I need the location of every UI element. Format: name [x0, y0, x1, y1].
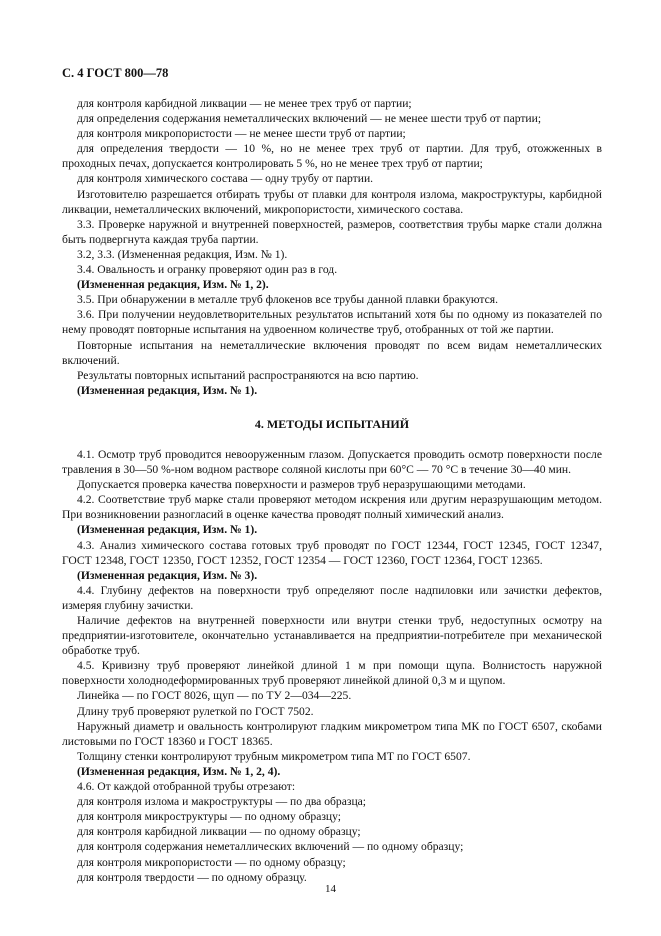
page-header: С. 4 ГОСТ 800—78	[62, 66, 169, 80]
paragraph: 4.6. От каждой отобранной трубы отрезают:	[77, 780, 296, 794]
paragraph: Наличие дефектов на внутренней поверхности или внутри стенки труб, недоступных осмотру на предприятии-изготовителе, окончательно устанавливается на предприятии-потребителе при механической обработке труб.	[62, 614, 602, 658]
paragraph: Изготовителю разрешается отбирать трубы от плавки для контроля излома, макроструктуры, карбидной ликвации, неметаллических включений, микропористости, химического состава.	[62, 187, 602, 216]
paragraph: для определения содержания неметаллических включений — не менее шести труб от партии;	[77, 112, 542, 126]
paragraph: для контроля карбидной ликвации — по одному образцу;	[77, 825, 361, 839]
page-number: 14	[325, 883, 336, 895]
paragraph: 4.2. Соответствие труб марке стали проверяют методом искрения или другим неразрушающим методом. При возникновении разногласий в оценке качества проводят полный химический анализ.	[62, 493, 602, 522]
paragraph: Повторные испытания на неметаллические включения проводят по всем видам неметаллических включений.	[62, 338, 602, 367]
revision-note: (Измененная редакция, Изм. № 1).	[77, 523, 258, 537]
paragraph: для контроля твердости — по одному образцу.	[77, 870, 307, 884]
document-body	[62, 96, 602, 885]
revision-note: (Измененная редакция, Изм. № 1, 2, 4).	[77, 764, 281, 778]
paragraph: 3.3. Проверке наружной и внутренней поверхностей, размеров, соответствия трубы марке стали должна быть подвергнута каждая труба партии.	[62, 217, 602, 246]
revision-note: (Измененная редакция, Изм. № 1, 2).	[77, 278, 269, 292]
paragraph: 4.3. Анализ химического состава готовых труб проводят по ГОСТ 12344, ГОСТ 12345, ГОСТ 12347, ГОСТ 12348, ГОСТ 12350, ГОСТ 12352, ГОСТ 12354 — ГОСТ 12360, ГОСТ 12364, ГОСТ 12365.	[62, 538, 602, 567]
paragraph: 4.5. Кривизну труб проверяют линейкой длиной 1 м при помощи щупа. Волнистость наружной поверхности холоднодеформированных труб проверяют линейкой длиной 0,3 м и щупом.	[62, 659, 602, 688]
paragraph: 3.6. При получении неудовлетворительных результатов испытаний хотя бы по одному из показателей по нему проводят повторные испытания на удвоенном количестве труб, отобранных от той же партии.	[62, 308, 602, 337]
paragraph: 3.4. Овальность и огранку проверяют один раз в год.	[77, 263, 338, 277]
section-heading: 4. МЕТОДЫ ИСПЫТАНИЙ	[254, 416, 410, 431]
paragraph: 3.2, 3.3. (Измененная редакция, Изм. № 1).	[77, 247, 288, 261]
paragraph: для контроля микропористости — по одному образцу;	[77, 855, 346, 869]
paragraph: 4.1. Осмотр труб проводится невооруженным глазом. Допускается проводить осмотр поверхности после травления в 30—50 %-ном водном растворе соляной кислоты при 60°С — 70 °С в течение 30—40 мин.	[62, 447, 602, 477]
paragraph: Допускается проверка качества поверхности и размеров труб неразрушающими методами.	[77, 478, 526, 492]
paragraph: для контроля содержания неметаллических включений — по одному образцу;	[77, 840, 464, 854]
paragraph: для контроля химического состава — одну трубу от партии.	[77, 172, 374, 186]
paragraph: для определения твердости — 10 %, но не менее трех труб от партии. Для труб, отожженных в проходных печах, допускается контролировать 5 %, но не менее трех труб от партии;	[62, 142, 602, 171]
paragraph: Длину труб проверяют рулеткой по ГОСТ 7502.	[77, 704, 314, 718]
paragraph: 4.4. Глубину дефектов на поверхности труб определяют после надпиловки или зачистки дефектов, измеряя глубину зачистки.	[62, 583, 602, 612]
revision-note: (Измененная редакция, Изм. № 3).	[77, 568, 258, 582]
revision-note: (Измененная редакция, Изм. № 1).	[77, 383, 258, 397]
paragraph: Наружный диаметр и овальность контролируют гладким микрометром типа МК по ГОСТ 6507, скобами листовыми по ГОСТ 18360 и ГОСТ 18365.	[62, 719, 602, 748]
paragraph: Результаты повторных испытаний распространяются на всю партию.	[77, 368, 419, 382]
paragraph: для контроля карбидной ликвации — не менее трех труб от партии;	[77, 97, 412, 110]
paragraph: для контроля микроструктуры — по одному образцу;	[77, 810, 342, 824]
paragraph: для контроля излома и макроструктуры — по два образца;	[77, 795, 367, 809]
paragraph: Линейка — по ГОСТ 8026, щуп — по ТУ 2—034—225.	[77, 689, 352, 703]
paragraph: 3.5. При обнаружении в металле труб флокенов все трубы данной плавки бракуются.	[77, 293, 499, 307]
paragraph: Толщину стенки контролируют трубным микрометром типа МТ по ГОСТ 6507.	[77, 749, 471, 763]
paragraph: для контроля микропористости — не менее шести труб от партии;	[77, 127, 406, 141]
